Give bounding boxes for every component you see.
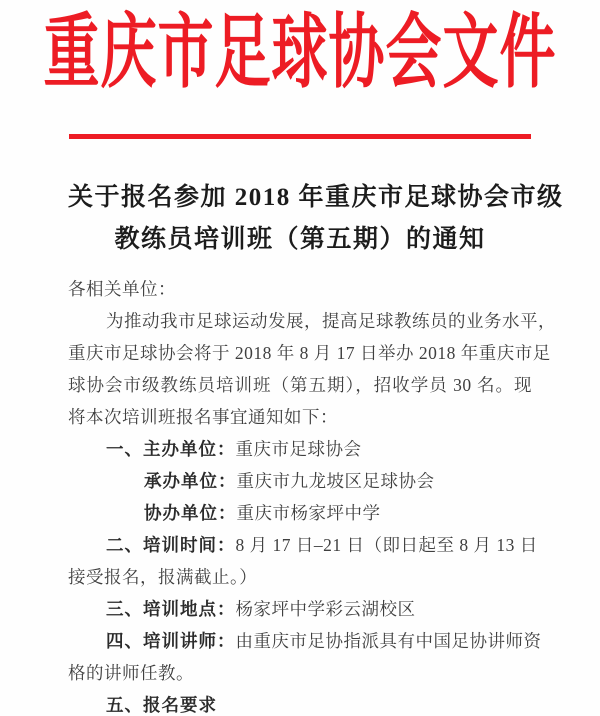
notice-item-instructors-continuation — [68, 657, 532, 689]
notice-title-line-1: 关于报名参加 2018 年重庆市足球协会市级 — [68, 184, 564, 211]
item-label: 三、培训地点： — [106, 599, 236, 619]
masthead-org-title: 重庆市足球协会文件 — [43, 9, 557, 99]
item-text: 重庆市九龙坡区足球协会 — [236, 471, 435, 491]
item-text: 接受报名，报满截止。） — [68, 567, 258, 587]
masthead-divider-line — [69, 134, 531, 139]
item-text: 杨家坪中学彩云湖校区 — [235, 599, 416, 619]
item-label: 承办单位： — [144, 471, 237, 491]
item-label: 五、报名要求 — [106, 695, 217, 715]
item-label: 协办单位： — [144, 503, 237, 523]
item-label: 四、培训讲师： — [106, 631, 236, 651]
notice-item-instructors — [68, 625, 542, 657]
document-masthead — [43, 4, 557, 104]
intro-line: 为推动我市足球运动发展，提高足球教练员的业务水平， — [106, 311, 556, 331]
item-label: 一、主办单位： — [106, 439, 236, 459]
notice-item-organizer — [68, 465, 532, 497]
notice-item-schedule-continuation — [68, 561, 532, 593]
notice-item-schedule — [68, 529, 538, 561]
intro-line: 重庆市足球协会将于 2018 年 8 月 17 日举办 2018 年重庆市足 — [68, 343, 551, 363]
item-text: 重庆市杨家坪中学 — [236, 503, 381, 523]
item-text: 重庆市足球协会 — [235, 439, 362, 459]
notice-item-registration-requirements — [68, 689, 532, 716]
intro-line: 将本次培训班报名事宜通知如下： — [68, 407, 338, 427]
notice-title — [68, 177, 564, 261]
item-text: 8 月 17 日–21 日（即日起至 8 月 13 日 — [235, 535, 538, 555]
item-text: 格的讲师任教。 — [68, 663, 194, 683]
notice-item-co-organizer — [68, 497, 532, 529]
item-text: 由重庆市足协指派具有中国足协讲师资 — [235, 631, 542, 651]
item-label: 二、培训时间： — [106, 535, 236, 555]
salutation: 各相关单位： — [68, 279, 176, 299]
notice-body — [68, 273, 556, 716]
notice-item-host — [68, 433, 532, 465]
intro-line: 球协会市级教练员培训班（第五期），招收学员 30 名。现 — [68, 375, 532, 395]
notice-item-location — [68, 593, 532, 625]
notice-title-line-2: 教练员培训班（第五期）的通知 — [114, 226, 486, 253]
